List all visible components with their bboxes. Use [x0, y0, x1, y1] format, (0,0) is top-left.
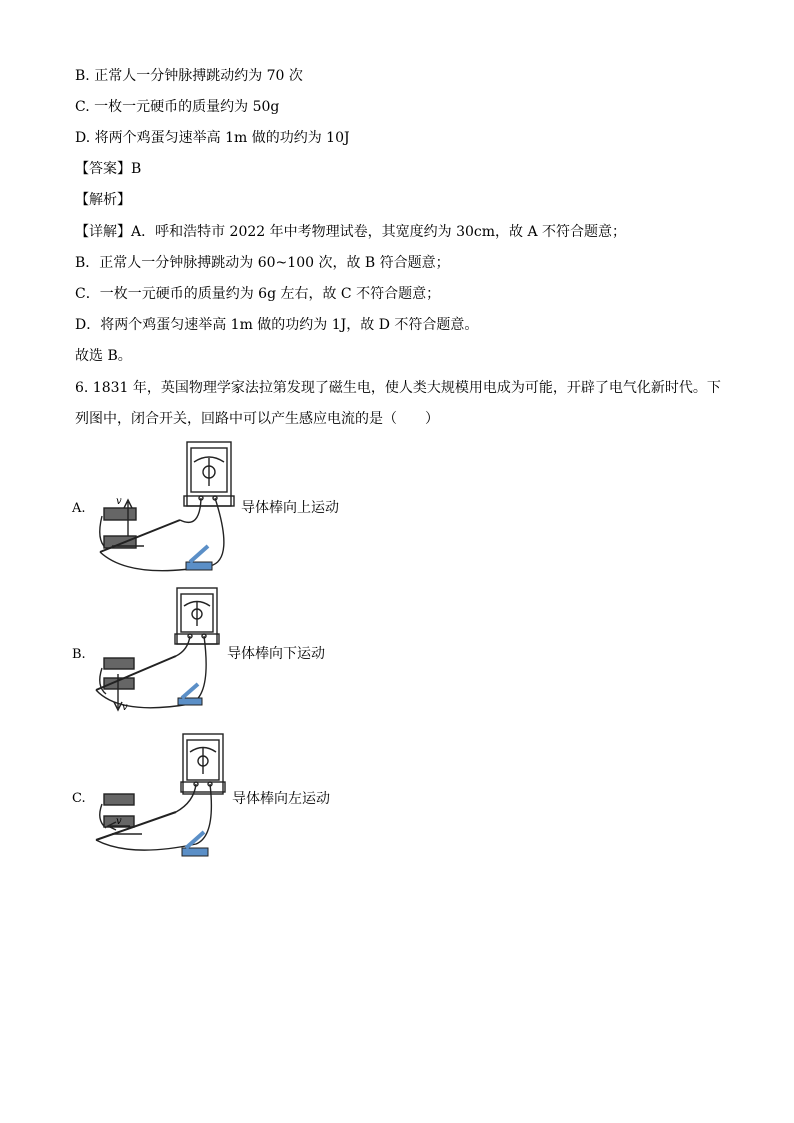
option-a-label: A. [72, 501, 86, 516]
detail-c-line: C．一枚一元硬币的质量约为 6g 左右，故 C 不符合题意； [75, 286, 441, 302]
option-b-diagram [90, 586, 230, 716]
option-c-caption: 导体棒向左运动 [232, 791, 330, 807]
answer-line: 【答案】B [75, 161, 142, 177]
option-b-switch [178, 684, 202, 705]
option-d-line: D. 将两个鸡蛋匀速举高 1m 做的功约为 10J [75, 130, 350, 146]
analysis-heading: 【解析】 [75, 192, 131, 208]
option-b-caption: 导体棒向下运动 [227, 646, 325, 662]
option-c-velocity-label: v [116, 816, 122, 827]
option-c-line: C. 一枚一元硬币的质量约为 50g [75, 99, 280, 115]
option-a-diagram [90, 440, 240, 580]
detail-a-line: 【详解】A．呼和浩特市 2022 年中考物理试卷，其宽度约为 30cm，故 A 不符合题意； [75, 224, 627, 240]
option-b-label: B. [72, 647, 86, 662]
option-a-velocity-label: v [116, 496, 122, 507]
option-a-switch [186, 546, 212, 570]
option-b-line: B. 正常人一分钟脉搏跳动约为 70 次 [75, 68, 303, 84]
question-6-text: 6. 1831 年，英国物理学家法拉第发现了磁生电，使人类大规模用电成为可能，开辟了电气化新时代。下列图中，闭合开关，回路中可以产生感应电流的是（ ） [75, 380, 721, 427]
option-a-caption: 导体棒向上运动 [241, 500, 339, 516]
option-b-velocity-label: v [122, 702, 128, 713]
detail-d-line: D．将两个鸡蛋匀速举高 1m 做的功约为 1J，故 D 不符合题意。 [75, 317, 479, 333]
detail-b-line: B．正常人一分钟脉搏跳动为 60~100 次，故 B 符合题意； [75, 255, 450, 271]
conclusion-line: 故选 B。 [75, 348, 132, 364]
option-c-label: C. [72, 791, 86, 806]
option-c-diagram [90, 732, 230, 862]
